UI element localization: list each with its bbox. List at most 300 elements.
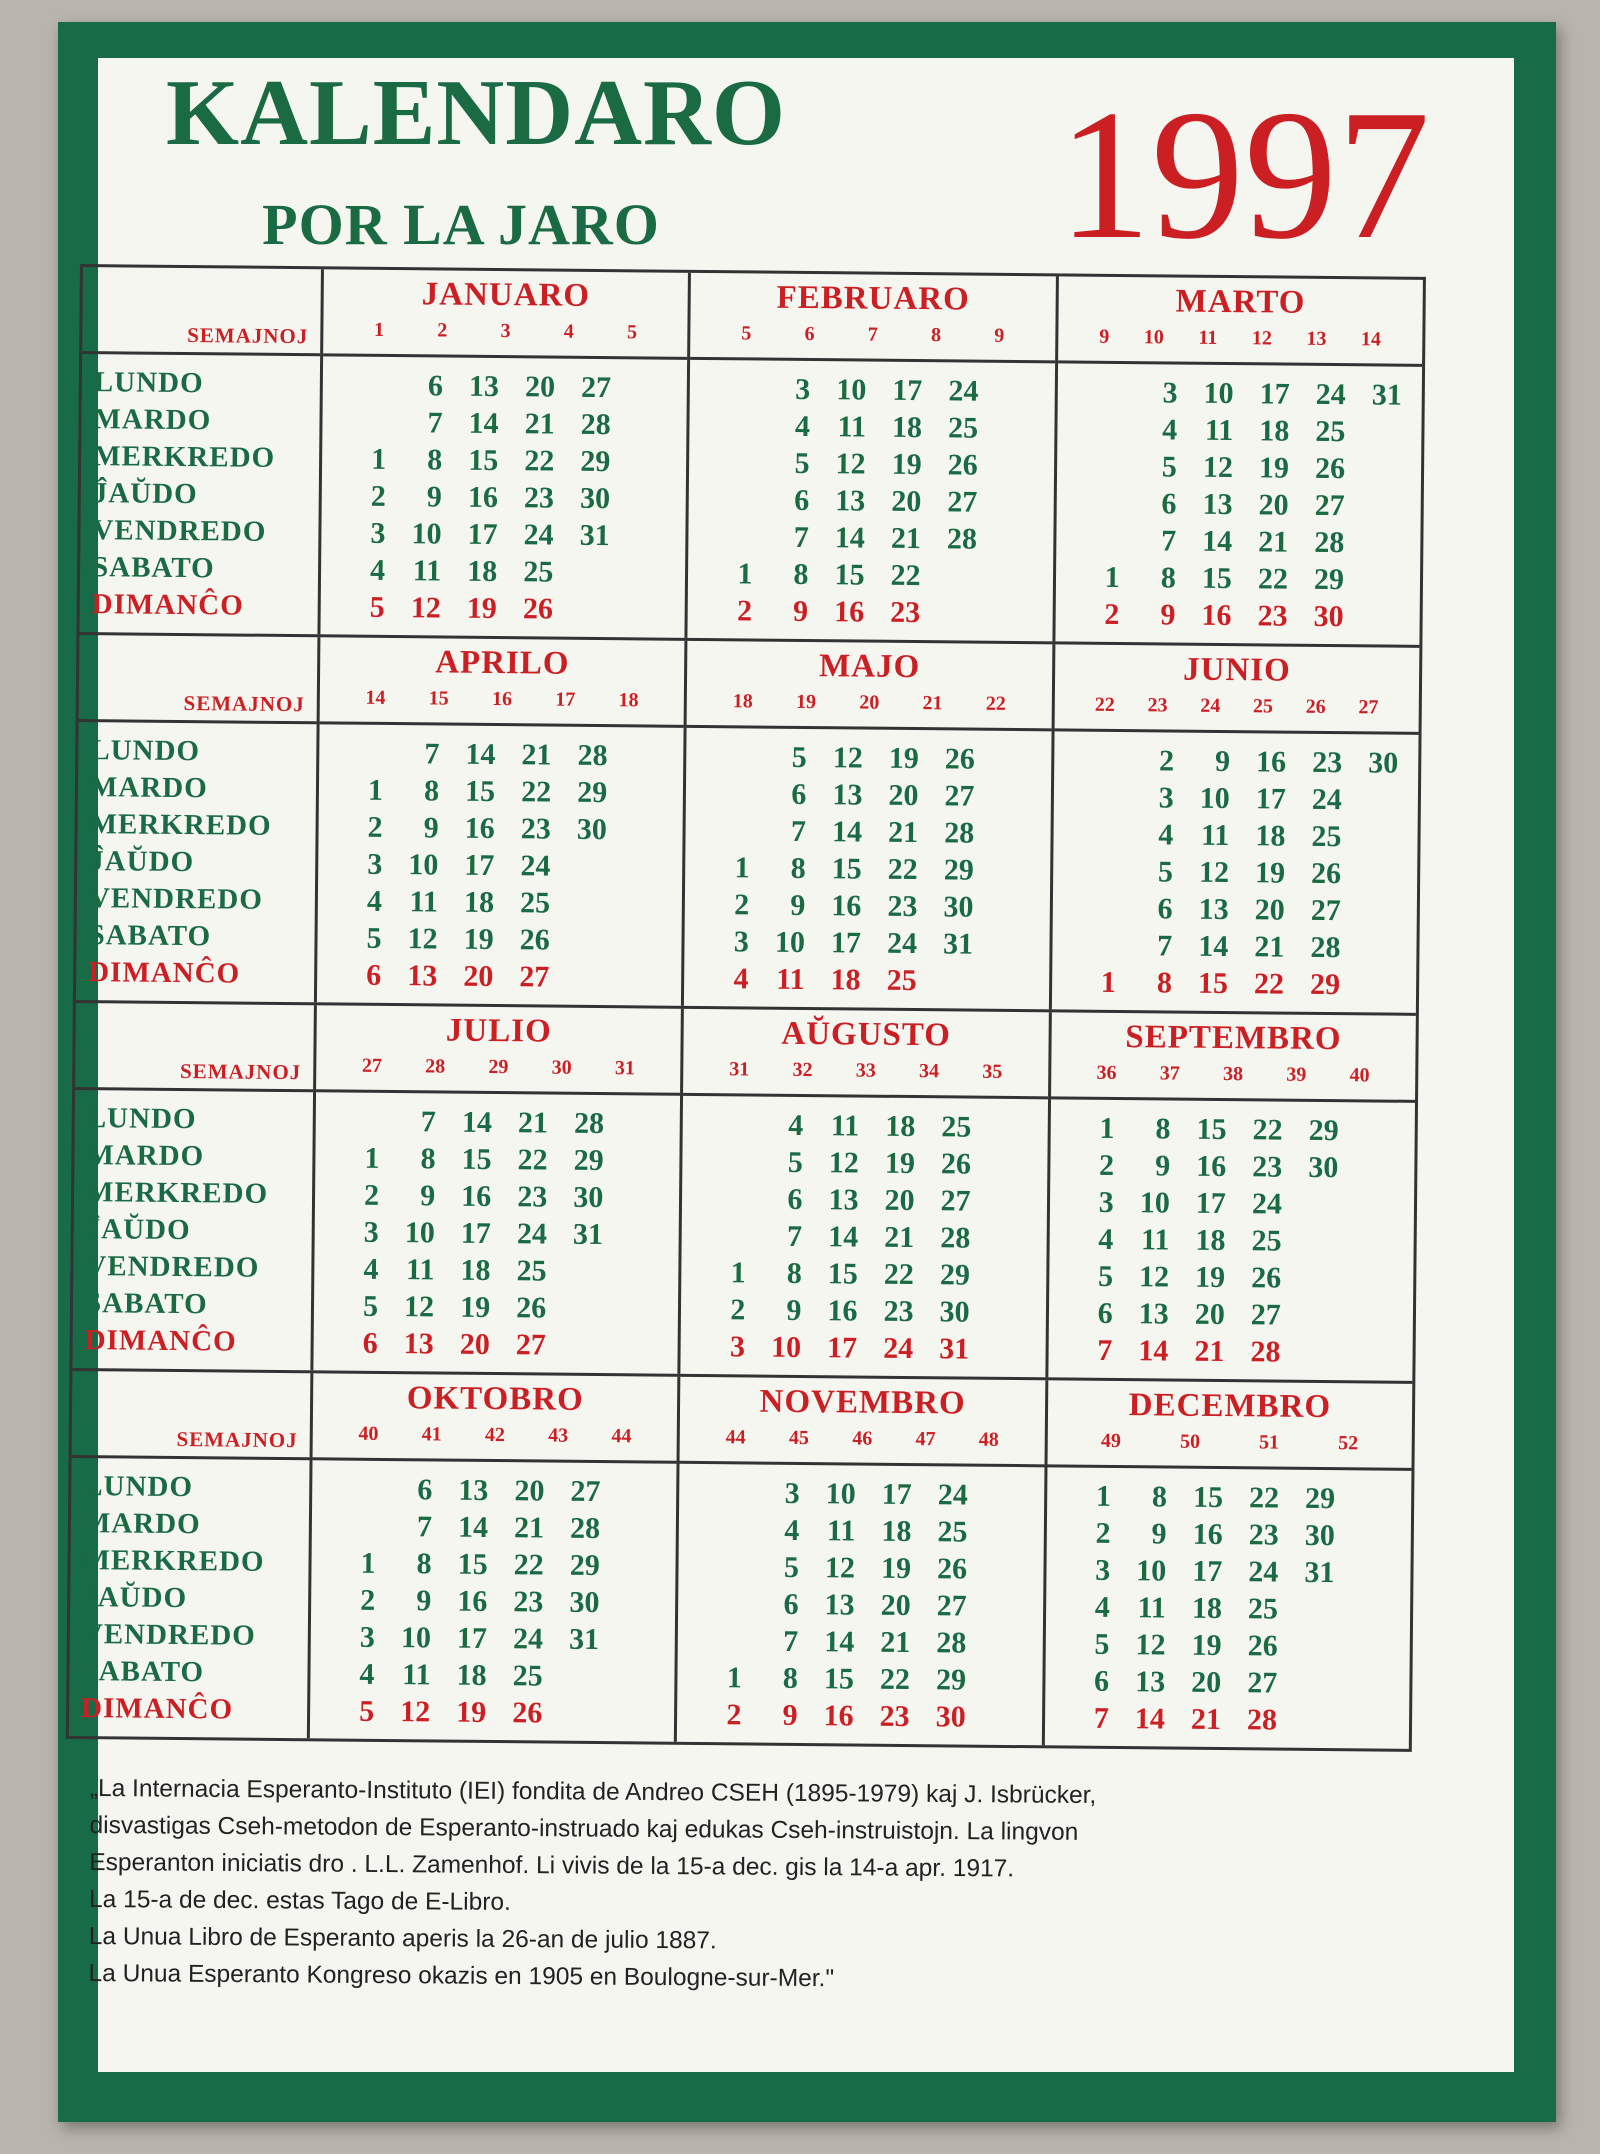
date-row [1052, 926, 1417, 966]
date-cell: 17 [1255, 782, 1286, 816]
date-cell: 23 [883, 1294, 914, 1329]
date-cell [609, 1658, 665, 1696]
weeks-label: SEMAJNOJ [179, 1058, 302, 1085]
date-cell: 9 [1160, 598, 1176, 632]
date-cell [610, 1510, 666, 1548]
day-labels-column [76, 635, 317, 1002]
week-number: 14 [1360, 328, 1382, 351]
date-cell [985, 741, 1041, 779]
date-cell: 30 [573, 1180, 604, 1215]
date-cell: 7 [793, 520, 810, 555]
month-name: MAJO [818, 648, 921, 686]
day-name: MARDO [89, 771, 208, 805]
date-cell [341, 367, 397, 405]
date-cell: 26 [1251, 1261, 1282, 1295]
date-cell: 4 [366, 884, 383, 918]
date-cell: 11 [830, 1109, 860, 1143]
date-cell: 3 [795, 372, 811, 407]
week-number: 31 [729, 1058, 750, 1081]
date-cell [1351, 818, 1407, 856]
day-name: MARDO [93, 403, 212, 437]
date-cell [1074, 522, 1130, 560]
date-cell: 8 [793, 557, 809, 592]
date-cell [610, 1473, 666, 1511]
date-cell [621, 369, 677, 407]
day-name: MERKREDO [85, 1176, 269, 1210]
date-cell: 10 [411, 517, 442, 551]
date-row [1053, 815, 1418, 855]
date-cell: 25 [1311, 819, 1342, 854]
date-cell: 24 [937, 1478, 968, 1512]
date-cell [556, 1253, 612, 1291]
date-cell: 29 [569, 1548, 600, 1583]
date-cell [620, 517, 676, 555]
date-cell: 26 [1310, 856, 1342, 891]
date-cell: 11 [405, 1253, 435, 1287]
date-cell: 6 [791, 777, 807, 811]
date-cell: 17 [464, 848, 495, 883]
date-cell: 7 [790, 814, 807, 848]
date-cell: 30 [1304, 1518, 1335, 1553]
date-cell: 17 [460, 1216, 492, 1250]
date-row [689, 481, 1054, 521]
date-cell: 31 [579, 518, 610, 553]
date-cell: 14 [468, 406, 499, 441]
date-cell [984, 852, 1040, 890]
date-cell [976, 1662, 1032, 1700]
date-cell: 16 [1201, 598, 1232, 633]
date-row [1048, 1294, 1413, 1334]
date-cell: 11 [1204, 413, 1234, 448]
date-cell: 2 [1095, 1516, 1111, 1550]
date-cell [927, 962, 983, 1000]
day-name: ĴAŬDO [85, 1213, 191, 1247]
date-row [689, 518, 1054, 558]
date-cell: 4 [1098, 1222, 1114, 1256]
weeks-label-header [79, 635, 318, 724]
date-cell: 8 [1160, 561, 1176, 595]
date-cell: 1 [371, 442, 387, 476]
date-cell: 29 [935, 1663, 967, 1697]
date-cell: 18 [830, 963, 861, 997]
date-row [688, 555, 1053, 595]
date-cell [1346, 1334, 1402, 1372]
date-row [1050, 1146, 1415, 1186]
date-cell [697, 1474, 753, 1512]
date-cell [1348, 1186, 1404, 1224]
date-cell [619, 591, 675, 629]
date-cell: 4 [1162, 413, 1178, 447]
date-cell: 10 [770, 1330, 802, 1364]
date-cell: 9 [420, 1179, 436, 1213]
date-cell [1287, 1665, 1343, 1703]
date-cell: 20 [524, 370, 556, 404]
date-cell: 3 [367, 847, 383, 881]
date-row [1053, 778, 1418, 818]
week-number: 5 [626, 321, 638, 344]
date-cell: 16 [831, 889, 862, 923]
date-cell [617, 774, 673, 812]
date-row [686, 738, 1051, 778]
date-cell: 18 [1195, 1223, 1226, 1258]
month-block [674, 1377, 1045, 1746]
date-cell: 13 [403, 1327, 434, 1361]
date-cell: 3 [784, 1476, 800, 1510]
date-row [683, 1143, 1048, 1183]
date-cell [988, 373, 1044, 411]
date-row [1052, 889, 1417, 929]
date-cell [1351, 855, 1407, 893]
date-cell: 22 [524, 444, 555, 478]
date-cell: 8 [420, 1142, 436, 1176]
date-row [1049, 1257, 1414, 1297]
date-cell: 13 [835, 484, 866, 518]
date-cell [609, 1621, 665, 1659]
date-cell: 25 [519, 886, 551, 920]
date-cell: 1 [726, 1661, 742, 1695]
date-cell: 12 [1202, 450, 1234, 485]
date-cell: 6 [1097, 1296, 1113, 1330]
day-name: MERKREDO [82, 1544, 265, 1578]
date-cell: 3 [1095, 1553, 1111, 1587]
date-cell [930, 594, 986, 632]
week-number: 3 [500, 320, 511, 343]
date-cell [1347, 1297, 1403, 1335]
date-cell [930, 557, 986, 595]
date-cell: 7 [416, 1510, 433, 1544]
date-cell: 27 [570, 1474, 601, 1509]
date-row [1056, 558, 1421, 598]
date-cell: 5 [366, 921, 382, 955]
date-cell: 11 [402, 1658, 431, 1692]
date-cell: 2 [736, 594, 753, 628]
week-number: 38 [1222, 1063, 1244, 1086]
date-cell: 16 [834, 595, 865, 629]
date-row [314, 1250, 679, 1290]
month-name: AŬGUSTO [781, 1015, 952, 1054]
date-cell [1347, 1260, 1403, 1298]
week-number: 33 [855, 1059, 876, 1082]
date-cell: 1 [1104, 560, 1120, 594]
date-cell: 13 [1198, 892, 1229, 927]
date-cell: 23 [1252, 1150, 1283, 1184]
date-cell: 3 [1098, 1185, 1114, 1219]
month-name: APRILO [435, 644, 570, 682]
date-cell: 5 [783, 1550, 800, 1584]
date-cell: 22 [1248, 1481, 1280, 1515]
date-cell: 24 [516, 1217, 548, 1251]
day-name: VENDREDO [88, 882, 264, 916]
date-cell: 17 [892, 373, 923, 408]
month-block [1049, 644, 1420, 1013]
date-cell [553, 1658, 609, 1696]
date-cell [707, 518, 763, 556]
date-cell: 14 [1202, 524, 1233, 559]
date-row [1057, 410, 1422, 450]
date-cell: 5 [787, 1145, 804, 1179]
week-number: 9 [1099, 325, 1110, 348]
month-block [1052, 276, 1423, 645]
date-cell: 14 [834, 521, 866, 555]
date-cell: 24 [512, 1622, 544, 1656]
date-cell: 3 [370, 516, 386, 550]
date-cell: 26 [936, 1552, 968, 1586]
month-block [685, 273, 1056, 642]
date-cell: 24 [1248, 1555, 1279, 1589]
date-cell: 9 [1154, 1149, 1171, 1183]
date-cell: 9 [416, 1584, 432, 1618]
date-cell: 7 [1160, 524, 1177, 558]
quarter-block [72, 1000, 1415, 1381]
date-cell: 30 [935, 1700, 966, 1734]
date-cell [1075, 374, 1131, 412]
date-cell [334, 1102, 390, 1140]
date-cell: 29 [1308, 1113, 1339, 1148]
date-cell: 26 [1247, 1629, 1278, 1663]
date-cell: 26 [947, 448, 978, 482]
date-cell [1287, 1702, 1343, 1740]
date-cell: 28 [580, 407, 611, 442]
date-cell: 12 [1135, 1628, 1166, 1662]
date-cell: 23 [887, 889, 918, 924]
date-cell: 7 [424, 737, 440, 771]
date-cell: 29 [943, 853, 974, 887]
date-row [1050, 1183, 1415, 1223]
date-cell [612, 1253, 668, 1291]
footer-line: La Unua Esperanto Kongreso okazis en 1905 en Boulogne-sur-Mer." [88, 1959, 835, 1993]
date-cell: 27 [947, 485, 978, 519]
date-cell: 23 [1257, 599, 1288, 633]
date-cell: 8 [1151, 1480, 1168, 1514]
day-name: VENDREDO [92, 514, 267, 548]
date-cell: 7 [1093, 1701, 1109, 1735]
date-cell: 25 [1247, 1592, 1279, 1626]
date-cell: 16 [457, 1584, 488, 1618]
date-cell [984, 815, 1040, 853]
date-cell: 21 [521, 738, 552, 772]
date-cell: 18 [881, 1514, 912, 1549]
week-number: 27 [1358, 696, 1379, 719]
date-cell: 15 [827, 1257, 858, 1291]
date-cell: 18 [467, 554, 498, 589]
date-cell: 25 [937, 1515, 968, 1549]
date-cell [988, 410, 1044, 448]
date-cell [616, 885, 672, 923]
month-block [314, 637, 685, 1006]
date-row [318, 845, 683, 885]
date-cell [330, 1507, 386, 1545]
date-cell: 25 [1251, 1224, 1282, 1258]
date-cell [615, 959, 671, 997]
week-number: 15 [428, 687, 449, 710]
date-cell: 10 [1203, 376, 1234, 411]
day-name: LUNDO [90, 734, 201, 768]
date-row [319, 771, 684, 811]
date-cell [1354, 524, 1410, 562]
date-cell [552, 1695, 608, 1733]
date-cell: 21 [887, 815, 919, 850]
day-name: SABATO [84, 1287, 208, 1321]
weeks-label-header [72, 1371, 311, 1460]
date-cell: 8 [427, 443, 443, 477]
date-cell [980, 1220, 1036, 1258]
week-numbers [684, 1052, 1049, 1084]
date-cell: 27 [580, 370, 612, 405]
date-cell: 17 [1195, 1186, 1227, 1221]
date-cell [556, 1327, 612, 1365]
date-cell: 2 [367, 810, 383, 844]
date-cell: 8 [1156, 966, 1173, 1000]
date-cell [614, 1105, 670, 1143]
date-cell: 9 [786, 1293, 802, 1327]
date-cell [983, 889, 1039, 927]
week-number: 18 [732, 690, 753, 713]
week-number: 17 [555, 688, 576, 711]
date-cell: 13 [1202, 487, 1233, 522]
date-cell: 13 [1135, 1665, 1166, 1699]
month-name: NOVEMBRO [759, 1383, 966, 1422]
date-cell: 14 [1138, 1334, 1169, 1368]
date-cell [1287, 1628, 1343, 1666]
date-cell: 25 [947, 411, 979, 445]
date-cell: 3 [1158, 781, 1174, 815]
date-cell: 17 [1259, 377, 1290, 411]
date-cell: 12 [1198, 855, 1230, 890]
date-cell [621, 406, 677, 444]
date-cell: 11 [837, 410, 867, 444]
week-number: 34 [918, 1060, 940, 1083]
date-cell: 22 [879, 1662, 911, 1697]
week-numbers [1054, 687, 1419, 719]
quarter-block [69, 1368, 1412, 1749]
date-cell: 22 [890, 558, 921, 593]
date-row [1056, 484, 1421, 524]
date-cell: 30 [1313, 599, 1344, 634]
date-cell [697, 1511, 753, 1549]
date-cell [612, 1290, 668, 1328]
date-cell: 20 [1258, 488, 1289, 522]
date-row [678, 1585, 1043, 1625]
date-cell: 4 [733, 962, 749, 996]
date-cell: 18 [891, 410, 923, 445]
date-row [318, 882, 683, 922]
date-cell: 5 [359, 1694, 375, 1728]
date-cell: 6 [787, 1182, 803, 1216]
day-name: ĴAŬDO [82, 1581, 188, 1615]
date-cell: 1 [730, 1256, 746, 1290]
date-cell: 1 [360, 1546, 376, 1580]
date-cell: 18 [1191, 1591, 1223, 1626]
date-cell [983, 926, 1039, 964]
week-number: 24 [1200, 694, 1221, 717]
footer-text [88, 1770, 1430, 2001]
date-cell: 2 [726, 1698, 742, 1732]
date-cell [704, 738, 760, 776]
day-name: VENDREDO [81, 1618, 256, 1652]
week-number: 39 [1286, 1063, 1307, 1086]
date-cell: 21 [884, 1220, 915, 1255]
week-number: 21 [922, 692, 943, 715]
date-cell: 15 [468, 443, 499, 478]
date-cell: 30 [1368, 746, 1399, 780]
week-number: 48 [978, 1428, 999, 1451]
date-cell: 28 [573, 1106, 605, 1141]
date-cell: 8 [1155, 1112, 1171, 1146]
week-number: 5 [741, 322, 752, 345]
date-cell [617, 811, 673, 849]
date-cell: 23 [523, 481, 555, 515]
date-cell: 1 [1100, 965, 1117, 999]
date-row [1052, 963, 1417, 1003]
weeks-label-header [82, 267, 321, 356]
date-cell: 8 [416, 1547, 432, 1581]
date-cell: 15 [1201, 561, 1233, 596]
date-cell: 9 [426, 480, 443, 514]
date-cell [976, 1625, 1032, 1663]
calendar-grid [66, 264, 1426, 1752]
date-cell [608, 1695, 664, 1733]
date-row [686, 775, 1051, 815]
date-cell: 2 [370, 479, 386, 513]
date-cell: 4 [1158, 818, 1174, 852]
week-number: 30 [551, 1056, 572, 1079]
day-name: DIMANĈO [91, 588, 244, 622]
date-cell: 17 [881, 1477, 912, 1512]
day-name: LUNDO [83, 1470, 194, 1504]
date-cell: 26 [1314, 451, 1346, 486]
date-cell: 18 [460, 1253, 491, 1287]
date-cell: 14 [824, 1625, 855, 1659]
date-cell [700, 1180, 756, 1218]
week-number: 18 [618, 689, 639, 712]
date-cell: 4 [794, 409, 811, 444]
date-cell: 8 [423, 774, 440, 808]
date-cell: 13 [468, 369, 500, 404]
date-cell: 16 [823, 1699, 854, 1733]
date-cell [1348, 1149, 1404, 1187]
date-cell [979, 1331, 1035, 1369]
date-row [314, 1287, 679, 1327]
week-number: 20 [859, 691, 880, 714]
date-cell [614, 1142, 670, 1180]
date-cell [1291, 1223, 1347, 1261]
date-cell: 11 [776, 962, 805, 996]
date-cell: 13 [832, 778, 863, 812]
date-cell [560, 885, 616, 923]
week-number: 36 [1096, 1061, 1117, 1084]
date-cell: 4 [1094, 1590, 1111, 1624]
month-name: JULIO [445, 1012, 552, 1050]
week-number: 42 [484, 1423, 506, 1447]
date-cell: 19 [891, 447, 922, 482]
date-cell: 15 [457, 1547, 488, 1581]
date-cell: 17 [826, 1331, 858, 1365]
date-cell: 15 [1197, 966, 1229, 1001]
month-name: MARTO [1175, 283, 1306, 321]
date-row [1046, 1588, 1411, 1628]
day-name: DIMANĈO [84, 1324, 237, 1358]
date-cell [984, 778, 1040, 816]
day-name: SABATO [91, 551, 215, 585]
date-row [1056, 521, 1421, 561]
date-cell [981, 1146, 1037, 1184]
weeks-label-header [75, 1003, 314, 1092]
date-row [310, 1655, 675, 1695]
calendar-title: KALENDARO [166, 61, 787, 165]
week-number: 9 [994, 324, 1005, 347]
date-cell [563, 591, 619, 629]
date-cell: 25 [1315, 414, 1346, 449]
